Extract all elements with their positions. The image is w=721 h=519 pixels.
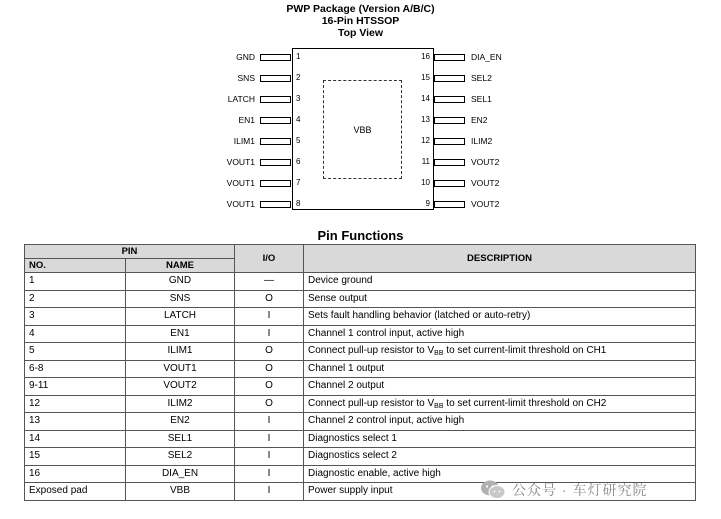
- pin-13: [434, 114, 544, 126]
- pin-12: [434, 135, 544, 147]
- cell-name: EN1: [126, 325, 235, 343]
- description-text: Connect pull-up resistor to V: [308, 397, 435, 409]
- pin-name-label: VOUT1: [226, 178, 255, 188]
- cell-io: O: [235, 360, 304, 378]
- pin-lead: [260, 75, 291, 82]
- table-row: [25, 448, 696, 466]
- cell-description: Diagnostic enable, active high: [304, 465, 696, 483]
- cell-name: SNS: [126, 290, 235, 308]
- watermark: [480, 477, 647, 503]
- pin-lead: [260, 96, 291, 103]
- cell-no: Exposed pad: [25, 483, 126, 501]
- cell-description: Channel 2 output: [304, 378, 696, 396]
- pin-lead: [260, 159, 291, 166]
- cell-description: Channel 1 control input, active high: [304, 325, 696, 343]
- pin-name-label: VOUT2: [471, 199, 500, 209]
- pin-number: 9: [425, 199, 430, 208]
- pin-name-label: SNS: [237, 73, 255, 83]
- pin-number: 4: [296, 115, 301, 124]
- description-text: Connect pull-up resistor to V: [308, 345, 435, 357]
- pin-14: [434, 93, 544, 105]
- pin-6: [200, 156, 291, 168]
- table-row: [25, 395, 696, 413]
- cell-io: I: [235, 483, 304, 501]
- package-title-line2: 16-Pin HTSSOP: [321, 15, 400, 27]
- header-pin: PIN: [25, 245, 235, 259]
- pin-name-label: VOUT1: [226, 157, 255, 167]
- pin-lead: [260, 117, 291, 124]
- pin-10: [434, 177, 544, 189]
- cell-name: DIA_EN: [126, 465, 235, 483]
- table-row: [25, 378, 696, 396]
- cell-no: 12: [25, 395, 126, 413]
- cell-no: 15: [25, 448, 126, 466]
- watermark-text: 公众号 · 车灯研究院: [512, 482, 648, 498]
- pin-name-label: VOUT2: [471, 157, 500, 167]
- table-row: [25, 430, 696, 448]
- cell-io: —: [235, 273, 304, 291]
- pin-number: 5: [296, 136, 301, 145]
- cell-no: 5: [25, 343, 126, 361]
- cell-io: O: [235, 395, 304, 413]
- pin-lead: [434, 54, 465, 61]
- cell-io: I: [235, 448, 304, 466]
- pin-functions-table: [24, 244, 696, 501]
- table-row: [25, 273, 696, 291]
- cell-name: ILIM1: [126, 343, 235, 361]
- pin-4: [200, 114, 291, 126]
- cell-name: VOUT2: [126, 378, 235, 396]
- pin-number: 16: [421, 52, 430, 61]
- pin-name-label: EN1: [238, 115, 255, 125]
- table-row: [25, 360, 696, 378]
- cell-name: LATCH: [126, 308, 235, 326]
- pin-lead: [260, 201, 291, 208]
- pin-name-label: DIA_EN: [471, 52, 502, 62]
- pin-number: 14: [421, 94, 430, 103]
- pin-number: 3: [296, 94, 301, 103]
- pin-number: 11: [421, 157, 430, 166]
- pin-lead: [260, 138, 291, 145]
- cell-no: 14: [25, 430, 126, 448]
- pin-number: 2: [296, 73, 301, 82]
- pin-number: 15: [421, 73, 430, 82]
- cell-description: Sets fault handling behavior (latched or auto-retry): [304, 308, 696, 326]
- pin-lead: [434, 96, 465, 103]
- cell-name: SEL2: [126, 448, 235, 466]
- table-body: [25, 273, 696, 501]
- cell-io: I: [235, 413, 304, 431]
- cell-description: Power supply input: [304, 483, 696, 501]
- header-description: DESCRIPTION: [304, 245, 696, 273]
- table-row: [25, 325, 696, 343]
- pin-number: 8: [296, 199, 301, 208]
- cell-io: O: [235, 290, 304, 308]
- cell-io: O: [235, 343, 304, 361]
- cell-io: I: [235, 308, 304, 326]
- table-row: [25, 343, 696, 361]
- cell-name: VOUT1: [126, 360, 235, 378]
- cell-no: 1: [25, 273, 126, 291]
- package-title-line3: Top View: [337, 27, 384, 39]
- cell-description: [304, 395, 696, 413]
- pin-number: 6: [296, 157, 301, 166]
- cell-name: GND: [126, 273, 235, 291]
- cell-no: 3: [25, 308, 126, 326]
- pin-lead: [260, 54, 291, 61]
- thermal-pad-label: VBB: [353, 125, 372, 135]
- pin-lead: [260, 180, 291, 187]
- cell-description: Device ground: [304, 273, 696, 291]
- pin-number: 10: [421, 178, 430, 187]
- cell-description: Channel 2 control input, active high: [304, 413, 696, 431]
- pin-name-label: ILIM1: [233, 136, 255, 146]
- package-title-line1: PWP Package (Version A/B/C): [286, 3, 435, 15]
- pin-number: 1: [296, 52, 301, 61]
- table-row: [25, 290, 696, 308]
- cell-name: EN2: [126, 413, 235, 431]
- header-name: NAME: [126, 259, 235, 273]
- cell-io: O: [235, 378, 304, 396]
- header-io: I/O: [235, 245, 304, 273]
- subscript: BB: [434, 402, 444, 410]
- pin-number: 13: [421, 115, 430, 124]
- pin-name-label: SEL1: [471, 94, 492, 104]
- cell-io: I: [235, 430, 304, 448]
- table-row: [25, 413, 696, 431]
- pin-name-label: SEL2: [471, 73, 492, 83]
- cell-description: Channel 1 output: [304, 360, 696, 378]
- cell-name: ILIM2: [126, 395, 235, 413]
- cell-no: 4: [25, 325, 126, 343]
- cell-description: [304, 343, 696, 361]
- cell-io: I: [235, 465, 304, 483]
- table-title: Pin Functions: [317, 228, 404, 243]
- pin-name-label: VOUT2: [471, 178, 500, 188]
- pin-lead: [434, 159, 465, 166]
- pin-number: 12: [421, 136, 430, 145]
- pin-9: [434, 198, 544, 210]
- pin-8: [200, 198, 291, 210]
- pin-2: [200, 72, 291, 84]
- cell-no: 13: [25, 413, 126, 431]
- pin-name-label: EN2: [471, 115, 488, 125]
- pin-15: [434, 72, 544, 84]
- thermal-pad: [323, 80, 402, 179]
- wechat-icon: [480, 479, 506, 501]
- subscript: BB: [434, 350, 444, 358]
- cell-no: 9-11: [25, 378, 126, 396]
- cell-no: 2: [25, 290, 126, 308]
- pin-lead: [434, 180, 465, 187]
- pin-5: [200, 135, 291, 147]
- cell-description: Diagnostics select 2: [304, 448, 696, 466]
- pin-name-label: LATCH: [227, 94, 255, 104]
- pin-name-label: GND: [236, 52, 255, 62]
- cell-io: I: [235, 325, 304, 343]
- package-title: [0, 3, 721, 39]
- pin-number: 7: [296, 178, 301, 187]
- cell-no: 6-8: [25, 360, 126, 378]
- table-row: [25, 308, 696, 326]
- pin-lead: [434, 201, 465, 208]
- pin-16: [434, 51, 544, 63]
- cell-name: SEL1: [126, 430, 235, 448]
- cell-no: 16: [25, 465, 126, 483]
- header-no: NO.: [25, 259, 126, 273]
- pin-3: [200, 93, 291, 105]
- cell-description: Diagnostics select 1: [304, 430, 696, 448]
- pin-name-label: ILIM2: [471, 136, 493, 146]
- pin-lead: [434, 138, 465, 145]
- pin-name-label: VOUT1: [226, 199, 255, 209]
- description-text: to set current-limit threshold on CH2: [443, 397, 607, 409]
- pin-11: [434, 156, 544, 168]
- pin-7: [200, 177, 291, 189]
- pin-lead: [434, 75, 465, 82]
- pin-1: [200, 51, 291, 63]
- description-text: to set current-limit threshold on CH1: [443, 345, 607, 357]
- cell-name: VBB: [126, 483, 235, 501]
- cell-description: Sense output: [304, 290, 696, 308]
- pin-lead: [434, 117, 465, 124]
